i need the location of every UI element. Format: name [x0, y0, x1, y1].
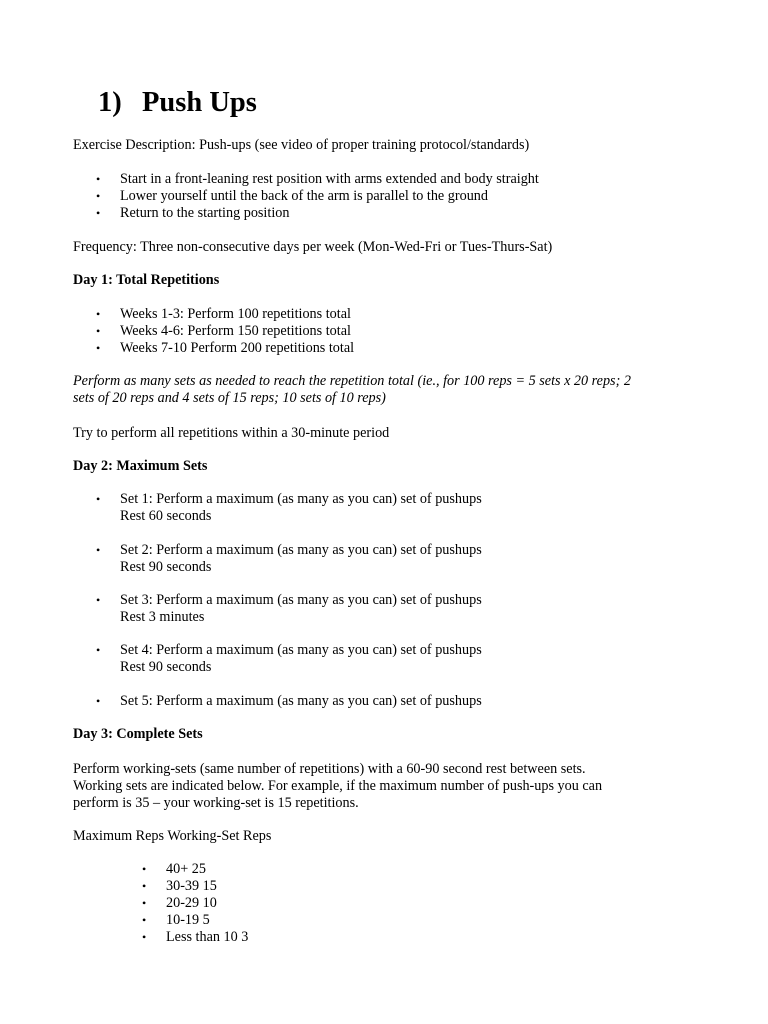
day2-set-1	[96, 491, 482, 525]
set-rest: Rest 90 seconds	[120, 559, 212, 575]
title-text: Push Ups	[142, 87, 257, 118]
exercise-description: Exercise Description: Push-ups (see video of proper training protocol/standards)	[73, 137, 530, 153]
list-item	[96, 592, 482, 626]
list-item	[96, 642, 482, 676]
table-row: • Less than 10 3	[142, 929, 248, 946]
page-title	[98, 86, 257, 120]
title-number: 1)	[98, 87, 122, 118]
day2-set-2	[96, 542, 482, 576]
day3-heading: Day 3: Complete Sets	[73, 726, 203, 742]
set-label: • Set 4: Perform a maximum (as many as you can) set of pushups	[120, 642, 482, 658]
table-row: • 40+ 25	[142, 861, 248, 878]
day1-note-line1: Perform as many sets as needed to reach the repetition total (ie., for 100 reps = 5 sets x 20 reps; 2	[73, 373, 631, 389]
day3-para-line3: perform is 35 – your working-set is 15 repetitions.	[73, 795, 359, 811]
steps-list	[96, 171, 539, 222]
day3-para-line2: Working sets are indicated below. For example, if the maximum number of push-ups you can	[73, 778, 603, 794]
day1-note-line2: sets of 20 reps and 4 sets of 15 reps; 10 sets of 10 reps)	[73, 390, 386, 406]
set-label: • Set 1: Perform a maximum (as many as you can) set of pushups	[120, 491, 482, 507]
day3-para-line1: Perform working-sets (same number of repetitions) with a 60-90 second rest between sets.	[73, 761, 586, 777]
day1-heading: Day 1: Total Repetitions	[73, 272, 220, 288]
day2-heading: Day 2: Maximum Sets	[73, 458, 208, 474]
set-rest: Rest 60 seconds	[120, 508, 212, 524]
working-set-table	[142, 861, 248, 946]
day2-set-3	[96, 592, 482, 626]
list-item	[96, 693, 482, 710]
list-item: • Start in a front-leaning rest position with arms extended and body straight	[96, 171, 539, 188]
day1-list	[96, 306, 354, 357]
day2-set-5	[96, 693, 482, 710]
set-rest: Rest 90 seconds	[120, 659, 212, 675]
list-item: • Weeks 7-10 Perform 200 repetitions total	[96, 340, 354, 357]
frequency-text: Frequency: Three non-consecutive days per week (Mon-Wed-Fri or Tues-Thurs-Sat)	[73, 239, 553, 255]
list-item: • Weeks 4-6: Perform 150 repetitions total	[96, 323, 354, 340]
set-label: • Set 3: Perform a maximum (as many as you can) set of pushups	[120, 592, 482, 608]
list-item	[96, 491, 482, 525]
table-row: • 20-29 10	[142, 895, 248, 912]
list-item: • Return to the starting position	[96, 205, 539, 222]
list-item: • Lower yourself until the back of the arm is parallel to the ground	[96, 188, 539, 205]
set-rest: Rest 3 minutes	[120, 609, 205, 625]
list-item	[96, 542, 482, 576]
set-label: • Set 5: Perform a maximum (as many as you can) set of pushups	[120, 693, 482, 709]
table-header: Maximum Reps Working-Set Reps	[73, 828, 272, 844]
day2-set-4	[96, 642, 482, 676]
set-label: • Set 2: Perform a maximum (as many as you can) set of pushups	[120, 542, 482, 558]
day1-time-limit: Try to perform all repetitions within a 30-minute period	[73, 425, 390, 441]
table-row: • 30-39 15	[142, 878, 248, 895]
list-item: • Weeks 1-3: Perform 100 repetitions total	[96, 306, 354, 323]
table-row: • 10-19 5	[142, 912, 248, 929]
